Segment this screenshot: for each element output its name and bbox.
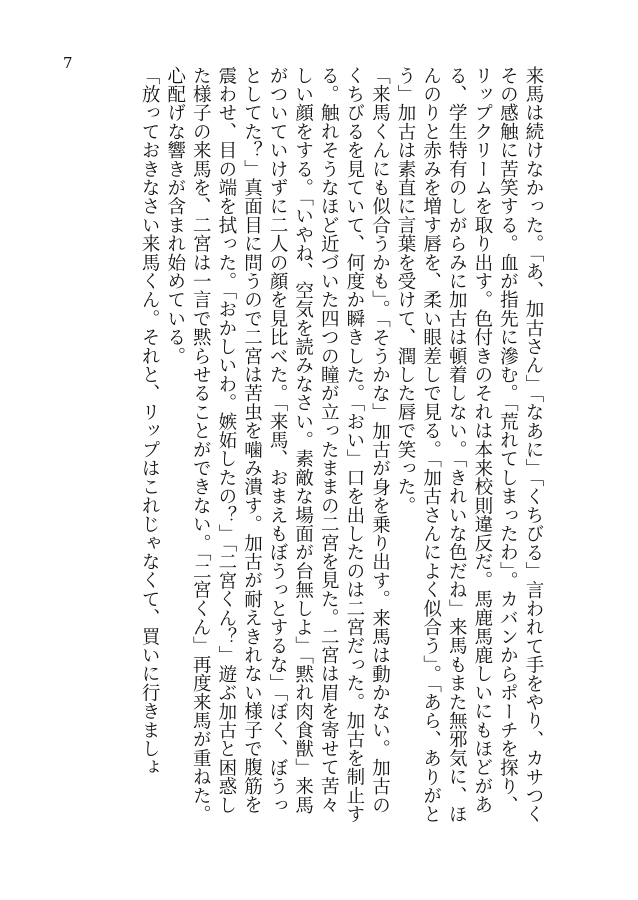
vertical-body-text bbox=[72, 66, 546, 830]
paragraph-3: 「放っておきなさい来馬くん。それと、リップはこれじゃなくて、買いに行きましょ bbox=[139, 66, 161, 777]
page-number: 7 bbox=[63, 54, 73, 72]
paragraph-1: 来馬は続けなかった。「あ、加古さん」「なあに」「くちびる」言われて手をやり、カサつくその感触に苦笑する。血が指先に滲む。「荒れてしまったわ」。カバンからポーチを探り、リップクリームを取り出す。色付きのそれは本来校則違反だ。馬鹿馬鹿しいにもほどがある、学生特有のしがらみに加古は頓着しない。「きれいな色だね」来馬もまた無邪気に、ほんのりと赤みを増す唇を、柔い眼差しで見る。「加古さんによく似合う」。「あら、ありがとう」加古は素直に言葉を受けて、潤した唇で笑った。 bbox=[395, 66, 544, 824]
paragraph-2: 「来馬くんにも似合うかも」。「そうかな」加古が身を乗り出す。来馬は動かない。加古のくちびるを見ていて、何度か瞬きした。「おい」口を出したのは二宮だった。加古を制止する。触れそうなほど近づいた四つの瞳が立ったままの二宮を見た。二宮は眉を寄せて苦々しい顔をする。「いやね、空気を読みなさい。素敵な場面が台無しよ」「黙れ肉食獣」来馬がついていけずに二人の顔を見比べた。「来馬、おまえもぼうっとするな」「ぼく、ぼうっとしてた？」真面目に問うので二宮は苦虫を噛み潰す。加古が耐えきれない様子で腹筋を震わせ、目の端を拭った。「おかしいわ。嫉妬したの？」「二宮くん？」遊ぶ加古と困惑した様子の来馬を、二宮は一言で黙らせることができない。「二宮くん」再度来馬が重ねた。心配げな響きが含まれ始めている。 bbox=[164, 66, 391, 824]
